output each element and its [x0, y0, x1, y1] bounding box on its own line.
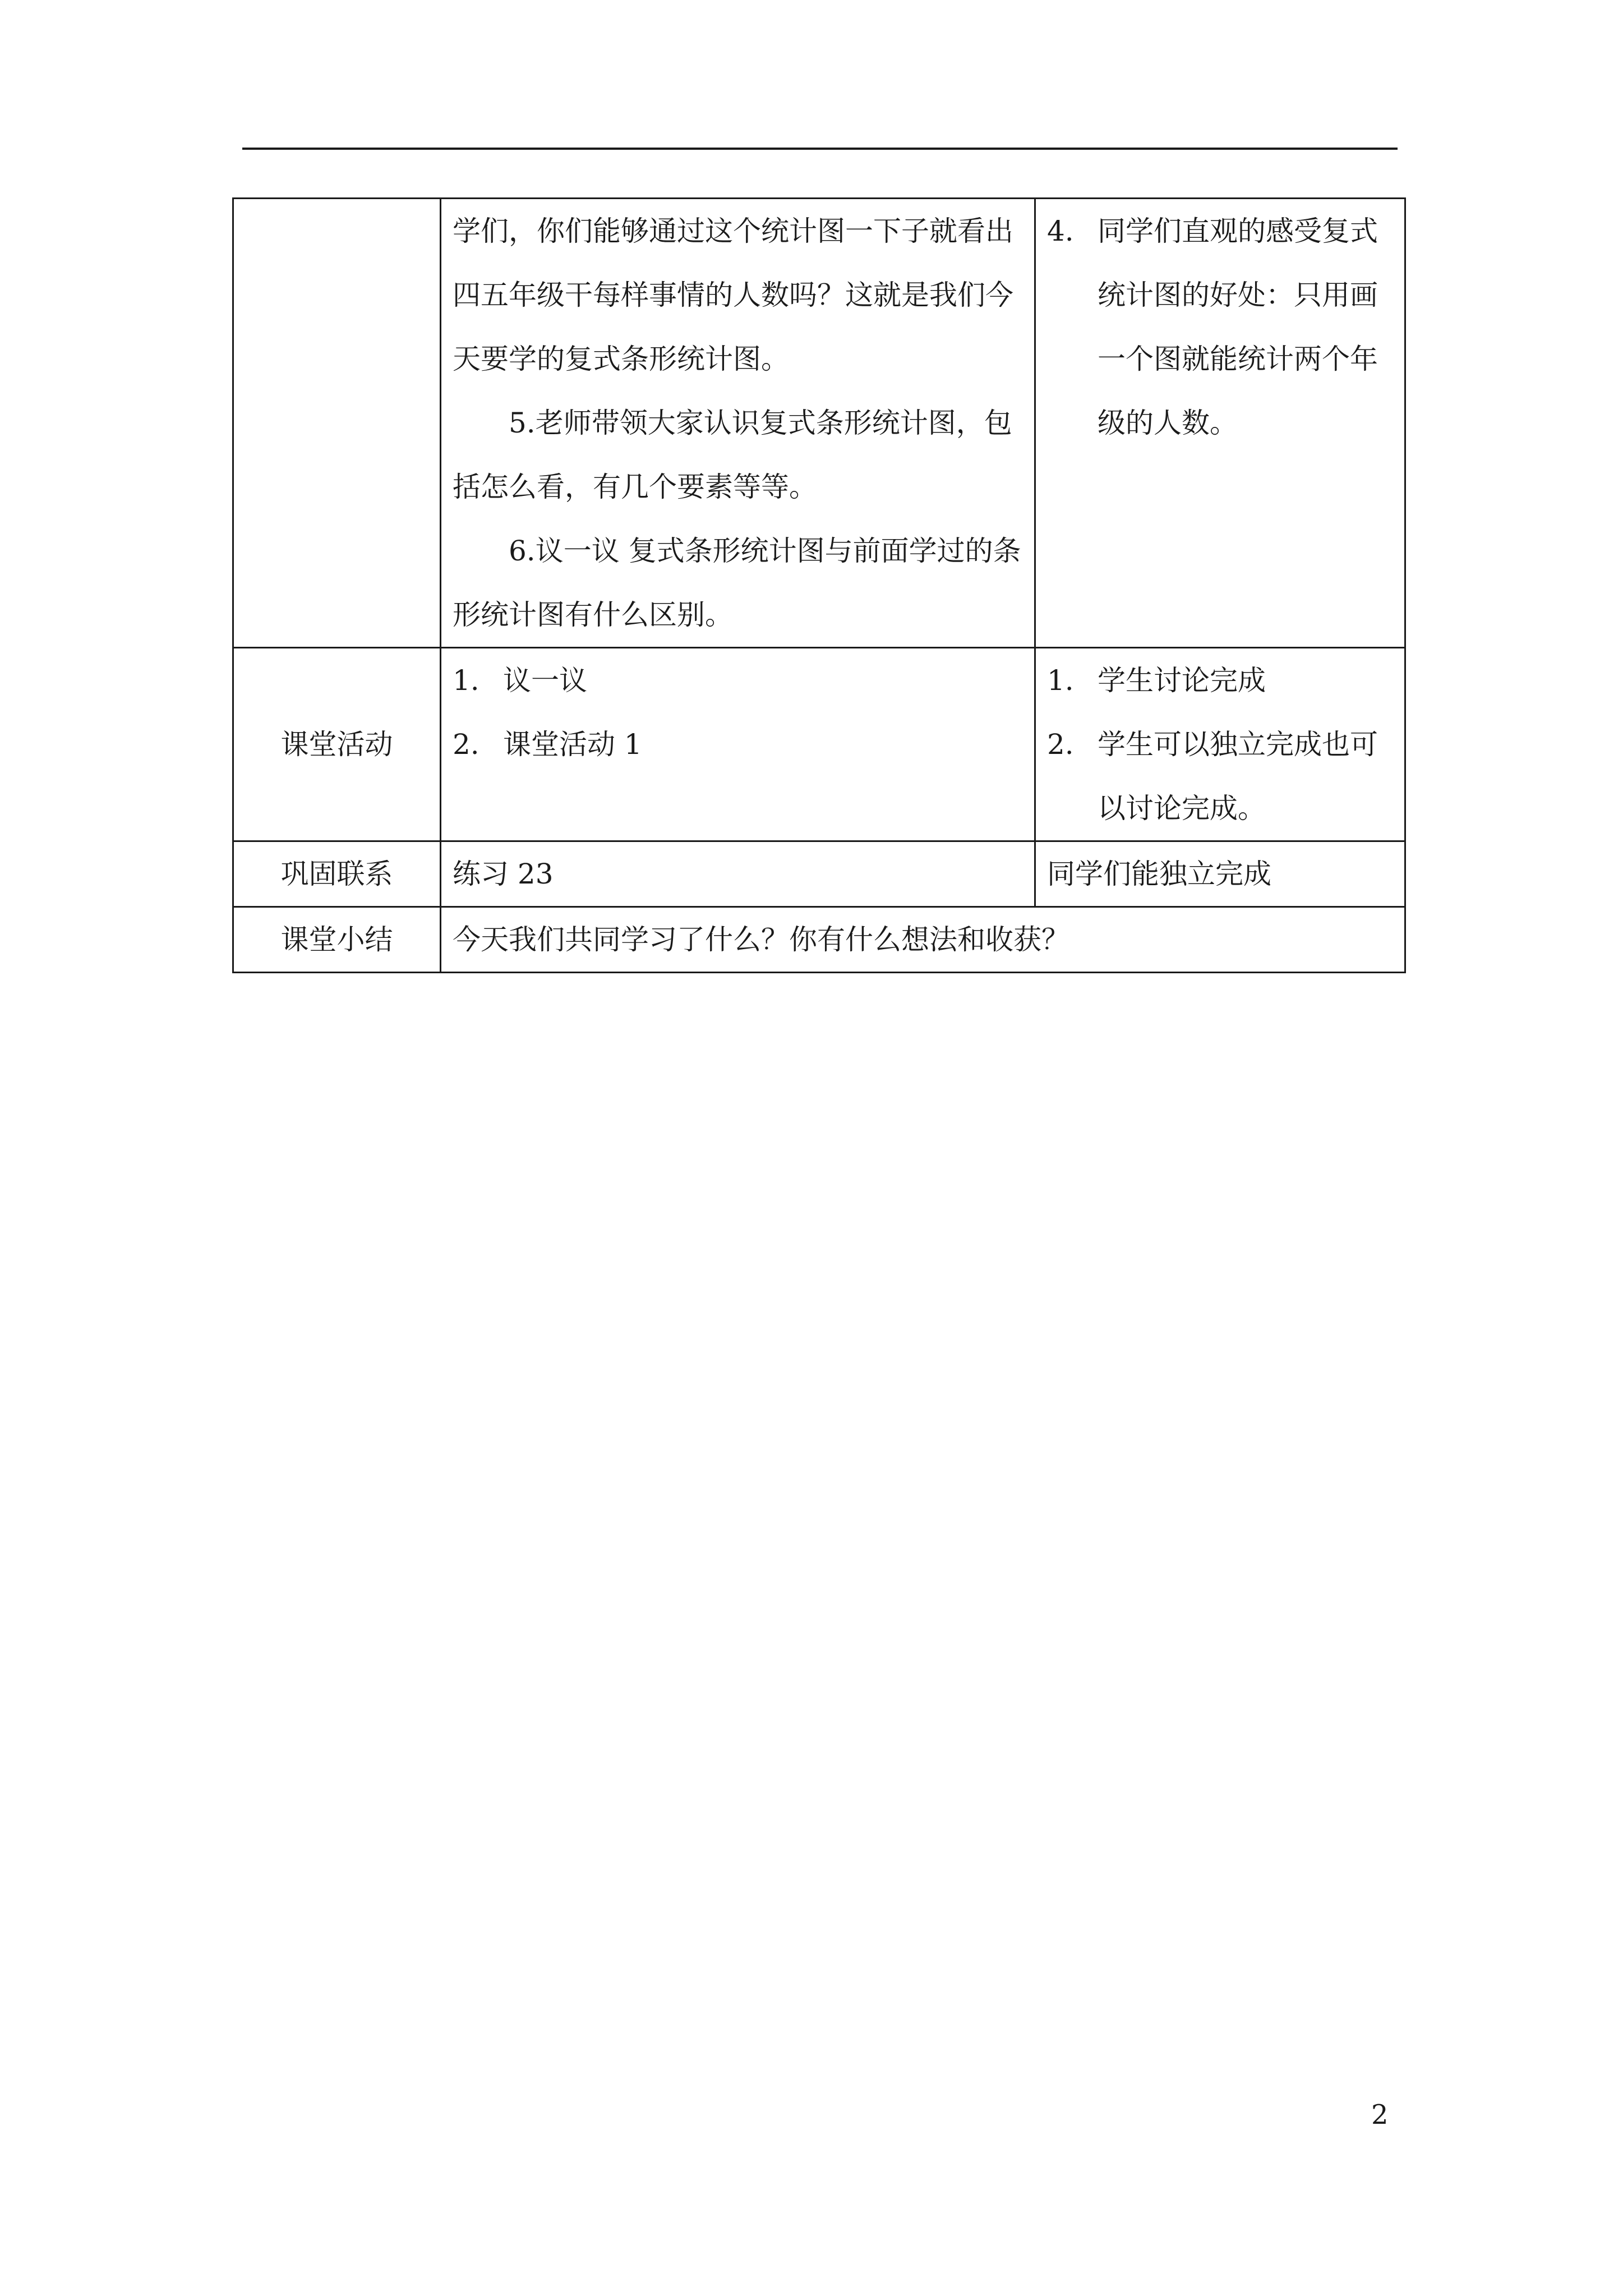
item-number: 2.	[1047, 728, 1074, 761]
teacher-item-6: 6.议一议 复式条形统计图与前面学过的条形统计图有什么区别。	[453, 535, 1021, 631]
table-row-continuation	[233, 199, 1405, 648]
table-row-activity	[233, 648, 1405, 841]
teacher-paragraph-intro: 学们，你们能够通过这个统计图一下子就看出四五年级干每样事情的人数吗？这就是我们今天要学的复式条形统计图。	[453, 215, 1013, 375]
item-text: 课堂活动 1	[503, 728, 642, 761]
row-label-activity: 课堂活动	[233, 648, 441, 841]
student-practice-cell: 同学们能独立完成	[1035, 841, 1405, 907]
teacher-practice-cell: 练习 23	[441, 841, 1035, 907]
row-label-summary: 课堂小结	[233, 907, 441, 973]
row-label-empty	[233, 199, 441, 648]
item-number: 2.	[453, 728, 479, 761]
teacher-item-2	[453, 712, 1023, 776]
student-activity-cell	[1035, 648, 1405, 841]
lesson-plan-table	[232, 197, 1406, 973]
item-number: 1.	[453, 664, 479, 697]
teacher-item-1	[453, 648, 1023, 712]
teacher-activity-cell	[441, 648, 1035, 841]
row-label-practice: 巩固联系	[233, 841, 441, 907]
teacher-item-5: 5.老师带领大家认识复式条形统计图，包括怎么看，有几个要素等等。	[453, 407, 1012, 503]
page-number: 2	[1371, 2099, 1389, 2131]
item-text: 同学们直观的感受复式统计图的好处：只用画一个图就能统计两个年级的人数。	[1098, 215, 1378, 439]
summary-cell: 今天我们共同学习了什么？你有什么想法和收获？	[441, 907, 1405, 973]
item-text: 议一议	[503, 664, 587, 697]
item-number: 4.	[1047, 215, 1074, 247]
teacher-activity-cell	[441, 199, 1035, 648]
item-number: 1.	[1047, 664, 1074, 697]
student-activity-cell	[1035, 199, 1405, 648]
item-text: 学生可以独立完成也可以讨论完成。	[1098, 728, 1378, 825]
table-row-summary	[233, 907, 1405, 973]
student-item-4	[1047, 199, 1393, 455]
student-item-2	[1047, 712, 1393, 840]
table-row-practice	[233, 841, 1405, 907]
item-text: 学生讨论完成	[1098, 664, 1266, 697]
header-rule	[242, 148, 1398, 150]
student-item-1	[1047, 648, 1393, 712]
